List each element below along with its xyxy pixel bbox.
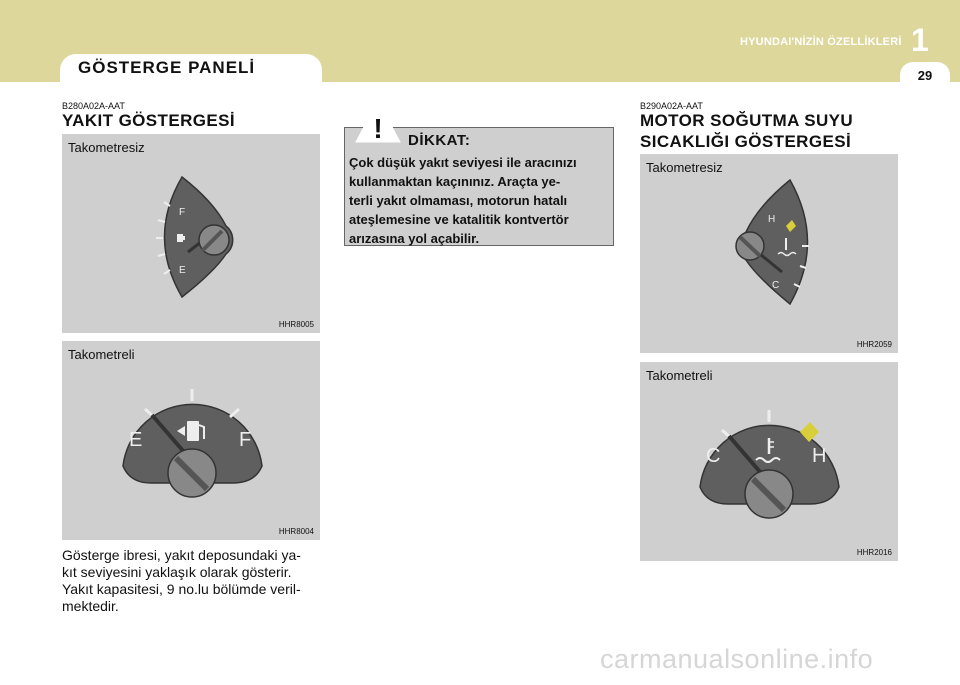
chapter-label: HYUNDAI'NİZİN ÖZELLİKLERİ — [740, 36, 902, 48]
coolant-mark-hot: H — [768, 214, 776, 225]
fuel-mark-full: F — [179, 207, 186, 218]
figure-code: HHR8005 — [278, 320, 314, 329]
coolant-gauge-figure-1 — [640, 154, 898, 353]
figure-label: Takometresiz — [68, 140, 145, 155]
fuel-gauge-description: Gösterge ibresi, yakıt deposundaki ya- kıt seviyesini yaklaşık olarak gösterir. Yakıt kapasitesi, 9 no.lu bölümde veril- mektedir. — [62, 547, 301, 614]
warning-triangle-icon — [354, 98, 402, 144]
figure-label: Takometreli — [68, 347, 135, 362]
fuel-mark-full: F — [239, 429, 252, 451]
caution-text: Çok düşük yakıt seviyesi ile aracınızı kullanmaktan kaçınınız. Araçta ye- terli yakıt olmaması, motorun hatalı ateşlemesine ve katalitik kontvertör arızasına yol açabilir. — [349, 155, 577, 246]
watermark: carmanualsonline.info — [600, 644, 874, 674]
figure-code: HHR8004 — [278, 527, 314, 536]
figure-label: Takometreli — [646, 368, 713, 383]
page-number: 29 — [917, 68, 933, 83]
caution-title: DİKKAT: — [408, 132, 471, 149]
coolant-mark-cold: C — [772, 280, 780, 291]
coolant-section-heading: MOTOR SOĞUTMA SUYU SICAKLIĞI GÖSTERGESİ — [640, 111, 854, 151]
coolant-mark-cold: C — [706, 445, 721, 467]
figure-code: HHR2016 — [856, 548, 892, 557]
figure-code: HHR2059 — [856, 340, 892, 349]
chapter-number: 1 — [911, 22, 929, 58]
coolant-gauge-small — [720, 176, 830, 308]
fuel-gauge-figure-2 — [62, 341, 320, 540]
svg-text:!: ! — [373, 113, 383, 144]
fuel-gauge-large — [115, 371, 270, 521]
coolant-mark-hot: H — [812, 445, 827, 467]
fuel-gauge-figure-1 — [62, 134, 320, 333]
coolant-section-code: B290A02A-AAT — [640, 101, 703, 111]
fuel-section-code: B280A02A-AAT — [62, 101, 125, 111]
coolant-gauge-figure-2 — [640, 362, 898, 561]
fuel-section-heading: YAKIT GÖSTERGESİ — [62, 111, 235, 130]
figure-label: Takometresiz — [646, 160, 723, 175]
fuel-mark-empty: E — [179, 265, 186, 276]
section-title: GÖSTERGE PANELİ — [78, 58, 256, 77]
fuel-gauge-small — [142, 172, 252, 302]
fuel-mark-empty: E — [129, 429, 143, 451]
coolant-gauge-large — [692, 392, 847, 542]
